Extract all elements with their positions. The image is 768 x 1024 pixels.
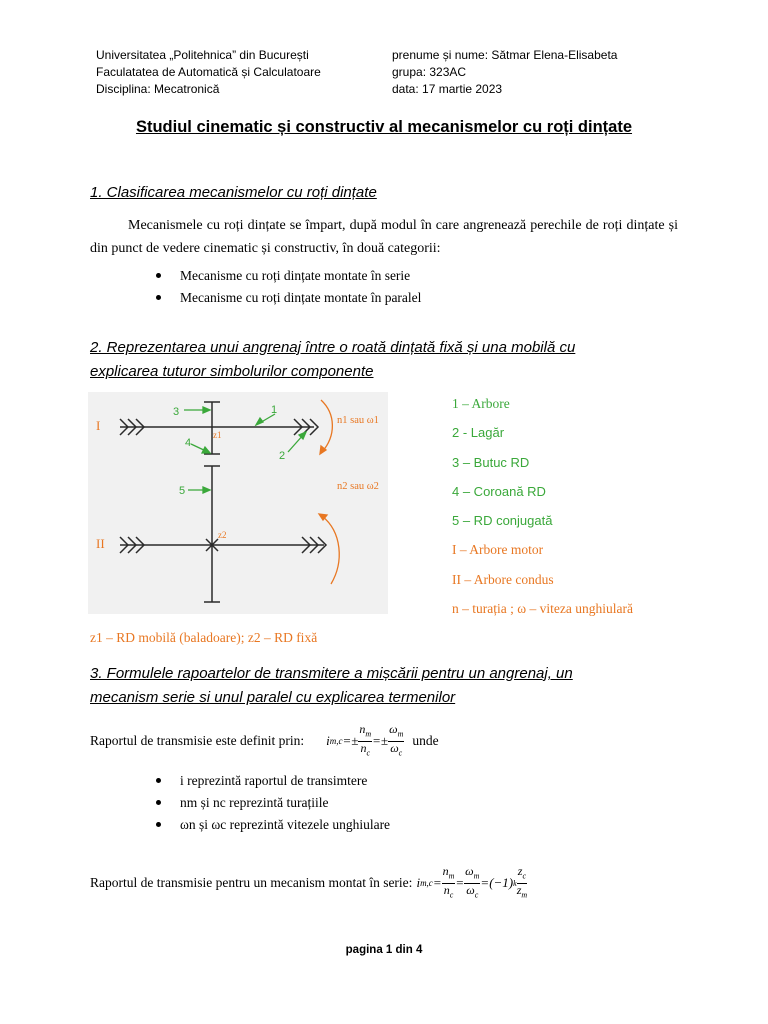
section3-heading-line1: 3. Formulele rapoartelor de transmitere a mișcării pentru un angrenaj, un	[90, 665, 573, 682]
header-left	[96, 47, 321, 98]
series-formula: i m,c = $\frac{n_m}{n_c}$ = $\frac{\omega_m}{\omega_c}$ =(−1) k $\frac{z_c}{z_m}$	[416, 864, 528, 899]
header-group: grupa: 323AC	[392, 65, 467, 79]
legend-item: II – Arbore condus	[452, 571, 554, 587]
legend-item: 5 – RD conjugată	[452, 513, 553, 529]
definition-text: Raportul de transmisie este definit prin:	[90, 733, 305, 748]
label-I: I	[96, 418, 101, 433]
list-item: Mecanisme cu roți dințate montate în paralel	[154, 287, 421, 309]
series-line	[90, 862, 527, 904]
label-3: 3	[173, 406, 180, 418]
label-z1: z1	[213, 430, 222, 440]
section2-heading	[90, 336, 575, 384]
page-footer: pagina 1 din 4	[345, 944, 423, 956]
header-discipline: Disciplina: Mecatronică	[96, 82, 220, 96]
label-2: 2	[279, 450, 286, 462]
label-II: II	[96, 536, 105, 551]
list-item: ωn și ωc reprezintă vitezele unghiulare	[154, 814, 390, 836]
diagram-legend	[452, 389, 633, 623]
list-item: nm și nc reprezintă turațiile	[154, 792, 390, 814]
legend-item: n – turația ; ω – viteza unghiulară	[452, 601, 633, 617]
label-1: 1	[271, 404, 278, 416]
label-5: 5	[179, 485, 186, 497]
label-n2: n2 sau ω2	[337, 481, 379, 492]
header-student-name: prenume și nume: Sătmar Elena-Elisabeta	[392, 48, 618, 62]
section1-list	[154, 265, 421, 309]
definition-line	[90, 720, 439, 762]
section3-heading	[90, 662, 573, 710]
section2-heading-line1: 2. Reprezentarea unui angrenaj între o roată dințată fixă și una mobilă cu	[90, 339, 576, 356]
legend-item: 2 - Lagăr	[452, 425, 505, 441]
legend-item: 4 – Coroană RD	[452, 483, 546, 499]
header-university: Universitatea „Politehnica” din București	[96, 48, 309, 62]
header-faculty: Faculatatea de Automatică și Calculatoare	[96, 65, 321, 79]
label-n1: n1 sau ω1	[337, 415, 379, 426]
legend-item: 1 – Arbore	[452, 396, 510, 411]
list-item: Mecanisme cu roți dințate montate în serie	[154, 265, 421, 287]
list-item: i reprezintă raportul de transimtere	[154, 770, 390, 792]
label-4: 4	[185, 437, 192, 449]
definition-after: unde	[412, 733, 439, 748]
series-text: Raportul de transmisie pentru un mecanism montat în serie:	[90, 875, 413, 890]
ratio-formula: i m,c =± $\frac{n_m}{n_c}$ =± $\frac{\omega_m}{\omega_c}$	[326, 722, 404, 757]
section1-paragraph: Mecanismele cu roți dințate se împart, după modul în care angrenează perechile de roți dințate și din punct de vedere cinematic și constructiv, în două categorii:	[90, 218, 678, 256]
legend-item: I – Arbore motor	[452, 542, 544, 558]
label-z2: z2	[218, 530, 227, 540]
header-date: data: 17 martie 2023	[392, 82, 503, 96]
section3-list	[154, 770, 390, 836]
document-title: Studiul cinematic și constructiv al mecanismelor cu roți dințate	[135, 118, 633, 136]
section2-heading-line2: explicarea tuturor simbolurilor componente	[90, 363, 374, 380]
legend-item: 3 – Butuc RD	[452, 454, 530, 470]
gear-mechanism-diagram	[88, 392, 388, 614]
section1-heading: 1. Clasificarea mecanismelor cu roți dințate	[90, 184, 377, 201]
diagram-caption: z1 – RD mobilă (baladoare); z2 – RD fixă	[90, 630, 318, 645]
header-right	[392, 47, 617, 98]
section3-heading-line2: mecanism serie si unul paralel cu explicarea termenilor	[90, 689, 456, 706]
